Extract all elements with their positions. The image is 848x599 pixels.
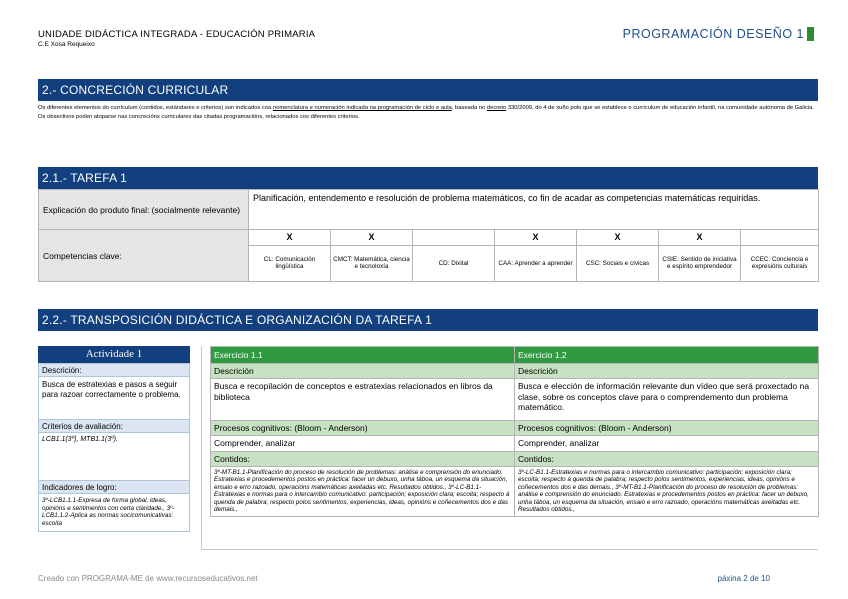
tarefa-table <box>38 189 819 282</box>
section-tarefa-title: 2.1.- TAREFA 1 <box>38 167 818 189</box>
competencia-label: CL: Comunicación lingüística <box>249 245 331 281</box>
procesos-text: Comprender, analizar <box>515 436 819 452</box>
exercicio-descricion-label: Descrición <box>211 364 515 379</box>
exercicio-descricion-label: Descrición <box>515 364 819 379</box>
contidos-label: Contidos: <box>515 451 819 466</box>
competencia-mark: X <box>331 230 413 246</box>
indicadores-label: Indicadores de logro: <box>38 480 190 494</box>
procesos-text: Comprender, analizar <box>211 436 515 452</box>
green-marker-icon <box>807 27 814 41</box>
competencia-label: CAA: Aprender a aprender <box>495 245 577 281</box>
panel-bottom-line <box>201 549 818 550</box>
paragraph-text-3: 330/2009, do 4 de xuño polo que se establece o currículum de educación infantil, na comunidade autónoma de Galicia. Os obxectivos poden atoparse nas concrecións curriculares das citadas programacións, relacionados cos diferentes criterios. <box>38 105 814 120</box>
document-header <box>38 29 315 48</box>
nomenclatura-link[interactable]: nomenclatura e numeración indicada na programación de ciclo e aula <box>272 105 452 111</box>
exercicio-descricion-text: Busca e recopilación de conceptos e estratexias relacionados en libros da biblioteca <box>211 379 515 421</box>
competencia-label: CSIE: Sentido de iniciativa e espírito emprendedor <box>659 245 741 281</box>
exercicio-title: Exercicio 1.1 <box>211 347 515 364</box>
contidos-label: Contidos: <box>211 451 515 466</box>
document-title: UNIDADE DIDÁCTICA INTEGRADA - EDUCACIÓN PRIMARIA <box>38 29 316 40</box>
contidos-text: 3º-LC-B1.1-Estratexias e normas para o intercambio comunicativo: participación; exposición clara; escoita; respecto á quenda de palabra; respecto polos sentimentos, experiencias, ideas, opinións e coñecementos dos e das demais., 3º-MT-B1.1-Planificación do proceso de resolución de problemas: análise e comprensión do enunciado. Estratexias e procedementos postos en práctica: facer un debuxo, unha táboa, un esquema da situación, ensaio e erro razoado, operacións matemáticas axeitadas etc. Resultados obtidos., <box>515 466 819 517</box>
competencia-label: CD: Dixital <box>413 245 495 281</box>
descricion-label: Descrición: <box>38 363 190 377</box>
paragraph-text-1: Os diferentes elementos do currículum (contidos, estándares e criterios) son indicados coa <box>38 105 273 111</box>
exercicio-title: Exercicio 1.2 <box>515 347 819 364</box>
indicadores-text: 3º-LCB1.1.1-Expresa de forma global, ideas, opinións e sentimentos con certa claridade., 3º-LCB1.1.2-Aplica as normas socicomunicativas: escoita <box>38 494 190 532</box>
competencia-mark: X <box>577 230 659 246</box>
exercicios-table <box>210 346 819 517</box>
footer-credit: Creado con PROGRAMA-ME de www.recursoseducativos.net <box>38 574 258 583</box>
contidos-text: 3º-MT-B1.1-Planificación do proceso de resolución de problemas: análise e comprensión do enunciado. Estratexias e procedementos postos en práctica: facer un debuxo, unha táboa, un esquema da situación, ensaio e erro razoado, operacións matemáticas axeitadas etc. Resultados obtidos., 3º-LC-B1.1-Estratexias e normas para o intercambio comunicativo: participación; exposición clara; escoita; respecto á quenda de palabra; respecto polos sentimentos, experiencias, ideas, opinións e coñecementos dos e das demais., <box>211 466 515 517</box>
competencia-mark <box>413 230 495 246</box>
competencias-label: Competencias clave: <box>39 230 249 282</box>
competencia-mark: X <box>249 230 331 246</box>
actividade-panel <box>38 346 190 532</box>
actividade-title: Actividade 1 <box>38 346 190 363</box>
criterios-label: Criterios de avaliación: <box>38 419 190 433</box>
competencia-label: CMCT: Matemática, ciencia e tecnoloxía <box>331 245 413 281</box>
criterios-text: LCB1.1(3º), MTB1.1(3º). <box>38 433 190 480</box>
decreto-link[interactable]: decreto <box>486 105 507 111</box>
competencia-label: CSC: Sociais e cívicas <box>577 245 659 281</box>
produto-final-label: Explicación do produto final: (socialmente relevante) <box>39 190 249 230</box>
descricion-text: Busca de estratexias e pasos a seguir para razoar correctamente o problema. <box>38 377 190 419</box>
competencia-mark: X <box>659 230 741 246</box>
school-name: C.E Xosa Requeixo <box>38 41 95 48</box>
competencia-mark: X <box>495 230 577 246</box>
competencia-label: CCEC: Conciencia e expresións culturais <box>741 245 819 281</box>
exercicio-descricion-text: Busca e elección de información relevante dun vídeo que será proxectado na clase, sobre os conceptos clave para o comprendemento dun problema matemático. <box>515 379 819 421</box>
paragraph-text-2: , baseada no <box>451 105 487 111</box>
procesos-label: Procesos cognitivos: (Bloom - Anderson) <box>515 421 819 436</box>
program-title-text: PROGRAMACIÓN DESEÑO 1 <box>622 27 804 41</box>
procesos-label: Procesos cognitivos: (Bloom - Anderson) <box>211 421 515 436</box>
concrecion-paragraph <box>38 104 818 122</box>
section-concrecion-title: 2.- CONCRECIÓN CURRICULAR <box>38 79 818 101</box>
program-title <box>623 27 814 41</box>
produto-final-text: Planificación, entendemento e resolución de problema matemáticos, co fin de acadar as competencias matemáticas requiridas. <box>249 190 819 230</box>
competencia-mark <box>741 230 819 246</box>
page-number: páxina 2 de 10 <box>717 574 770 583</box>
section-transposicion-title: 2.2.- TRANSPOSICIÓN DIDÁCTICA E ORGANIZACIÓN DA TAREFA 1 <box>38 309 818 331</box>
panel-divider <box>201 346 202 550</box>
